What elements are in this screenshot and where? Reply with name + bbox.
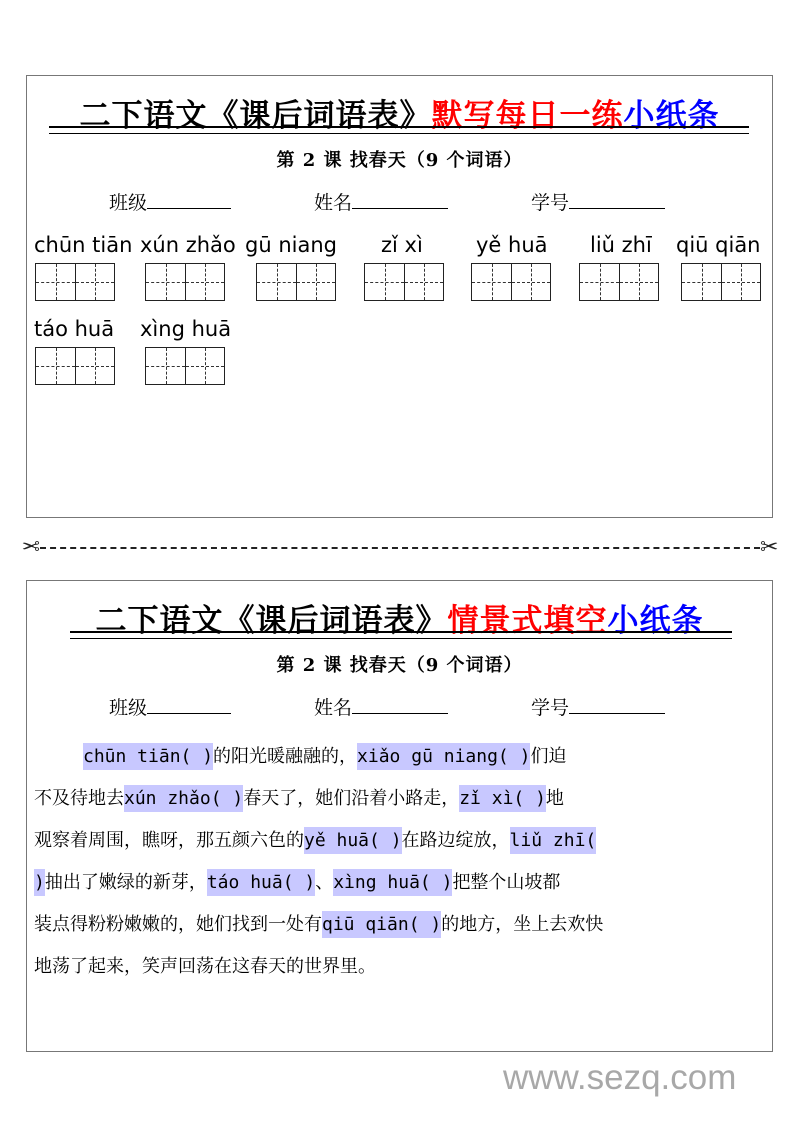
title-type: 默写每日一练: [431, 98, 624, 134]
name-field[interactable]: [314, 188, 448, 215]
watermark: www.sezq.com: [503, 1058, 737, 1097]
text: 抽出了嫩绿的新芽，: [44, 872, 207, 893]
title-underline: [70, 631, 732, 639]
name-blank[interactable]: [352, 695, 448, 714]
cut-line: [12, 535, 788, 561]
text: 们迫: [530, 746, 567, 767]
paragraph-line: [34, 862, 769, 904]
name-field[interactable]: [314, 693, 448, 720]
paragraph-line: [34, 736, 769, 778]
text: 观察着周围，瞧呀，那五颜六色的: [34, 830, 304, 851]
pinyin-label: xìng huā: [140, 317, 232, 341]
number-field[interactable]: [531, 188, 665, 215]
title-main: 二下语文《课后词语表》: [79, 98, 432, 134]
title-suffix: 小纸条: [607, 603, 704, 639]
fill-blank[interactable]: zǐ xì( ): [459, 785, 546, 812]
class-label: 班级: [109, 697, 148, 719]
text: 不及待地去: [34, 788, 124, 809]
dashed-divider: [40, 547, 760, 549]
class-field[interactable]: [109, 188, 231, 215]
scissors-icon: ✂: [760, 535, 779, 560]
writing-grid[interactable]: [364, 263, 444, 301]
paragraph-line: [34, 778, 769, 820]
writing-grid[interactable]: [681, 263, 761, 301]
pinyin-label: zǐ xì: [381, 233, 423, 257]
writing-grid[interactable]: [35, 347, 115, 385]
fill-blank[interactable]: xún zhǎo( ): [124, 785, 243, 812]
text: 把整个山坡都: [452, 872, 561, 893]
pinyin-label: chūn tiān: [34, 233, 133, 257]
story-paragraph: [34, 736, 769, 988]
text: 装点得粉粉嫩嫩的，她们找到一处有: [34, 914, 322, 935]
lesson-subtitle: 第 2 课 找春天（9 个词语）: [276, 150, 523, 171]
class-blank[interactable]: [147, 190, 231, 209]
pinyin-label: liǔ zhī: [590, 233, 652, 257]
text: 地荡了起来，笑声回荡在这春天的世界里。: [34, 956, 376, 977]
paragraph-line: [34, 946, 769, 988]
text: 的地方，坐上去欢快: [441, 914, 604, 935]
writing-grid[interactable]: [471, 263, 551, 301]
fill-blank[interactable]: chūn tiān( ): [83, 743, 213, 770]
lesson-subtitle: 第 2 课 找春天（9 个词语）: [276, 655, 523, 676]
class-blank[interactable]: [147, 695, 231, 714]
number-blank[interactable]: [569, 190, 665, 209]
fill-blank[interactable]: qiū qiān( ): [322, 911, 441, 938]
title-underline: [49, 126, 749, 134]
name-label: 姓名: [314, 697, 353, 719]
writing-grid[interactable]: [35, 263, 115, 301]
text: 在路边绽放，: [401, 830, 510, 851]
paragraph-line: [34, 820, 769, 862]
fill-blank[interactable]: xìng huā( ): [333, 869, 452, 896]
fill-in-worksheet: [26, 580, 773, 1052]
class-field[interactable]: [109, 693, 231, 720]
writing-grid[interactable]: [145, 347, 225, 385]
pinyin-label: xún zhǎo: [140, 233, 236, 257]
title-suffix: 小纸条: [623, 98, 720, 134]
title-type: 情景式填空: [447, 603, 608, 639]
dictation-worksheet: [26, 75, 773, 518]
name-blank[interactable]: [352, 190, 448, 209]
number-label: 学号: [531, 192, 570, 214]
pinyin-label: táo huā: [34, 317, 115, 341]
pinyin-label: gū niang: [245, 233, 337, 257]
paragraph-line: [34, 904, 769, 946]
writing-grid[interactable]: [256, 263, 336, 301]
class-label: 班级: [109, 192, 148, 214]
writing-grid[interactable]: [579, 263, 659, 301]
text: 春天了，她们沿着小路走，: [243, 788, 460, 809]
text: 地: [545, 788, 564, 809]
number-blank[interactable]: [569, 695, 665, 714]
text: 、: [315, 872, 334, 893]
number-label: 学号: [531, 697, 570, 719]
pinyin-label: qiū qiān: [676, 233, 761, 257]
fill-blank[interactable]: yě huā( ): [304, 827, 402, 854]
number-field[interactable]: [531, 693, 665, 720]
title-main: 二下语文《课后词语表》: [95, 603, 448, 639]
writing-grid[interactable]: [145, 263, 225, 301]
name-label: 姓名: [314, 192, 353, 214]
pinyin-label: yě huā: [476, 233, 548, 257]
fill-blank[interactable]: xiǎo gū niang( ): [357, 743, 530, 770]
scissors-icon: ✂: [21, 535, 40, 560]
fill-blank[interactable]: liǔ zhī(: [510, 827, 597, 854]
fill-blank[interactable]: ): [34, 869, 45, 896]
text: 的阳光暖融融的，: [213, 746, 358, 767]
fill-blank[interactable]: táo huā( ): [207, 869, 315, 896]
